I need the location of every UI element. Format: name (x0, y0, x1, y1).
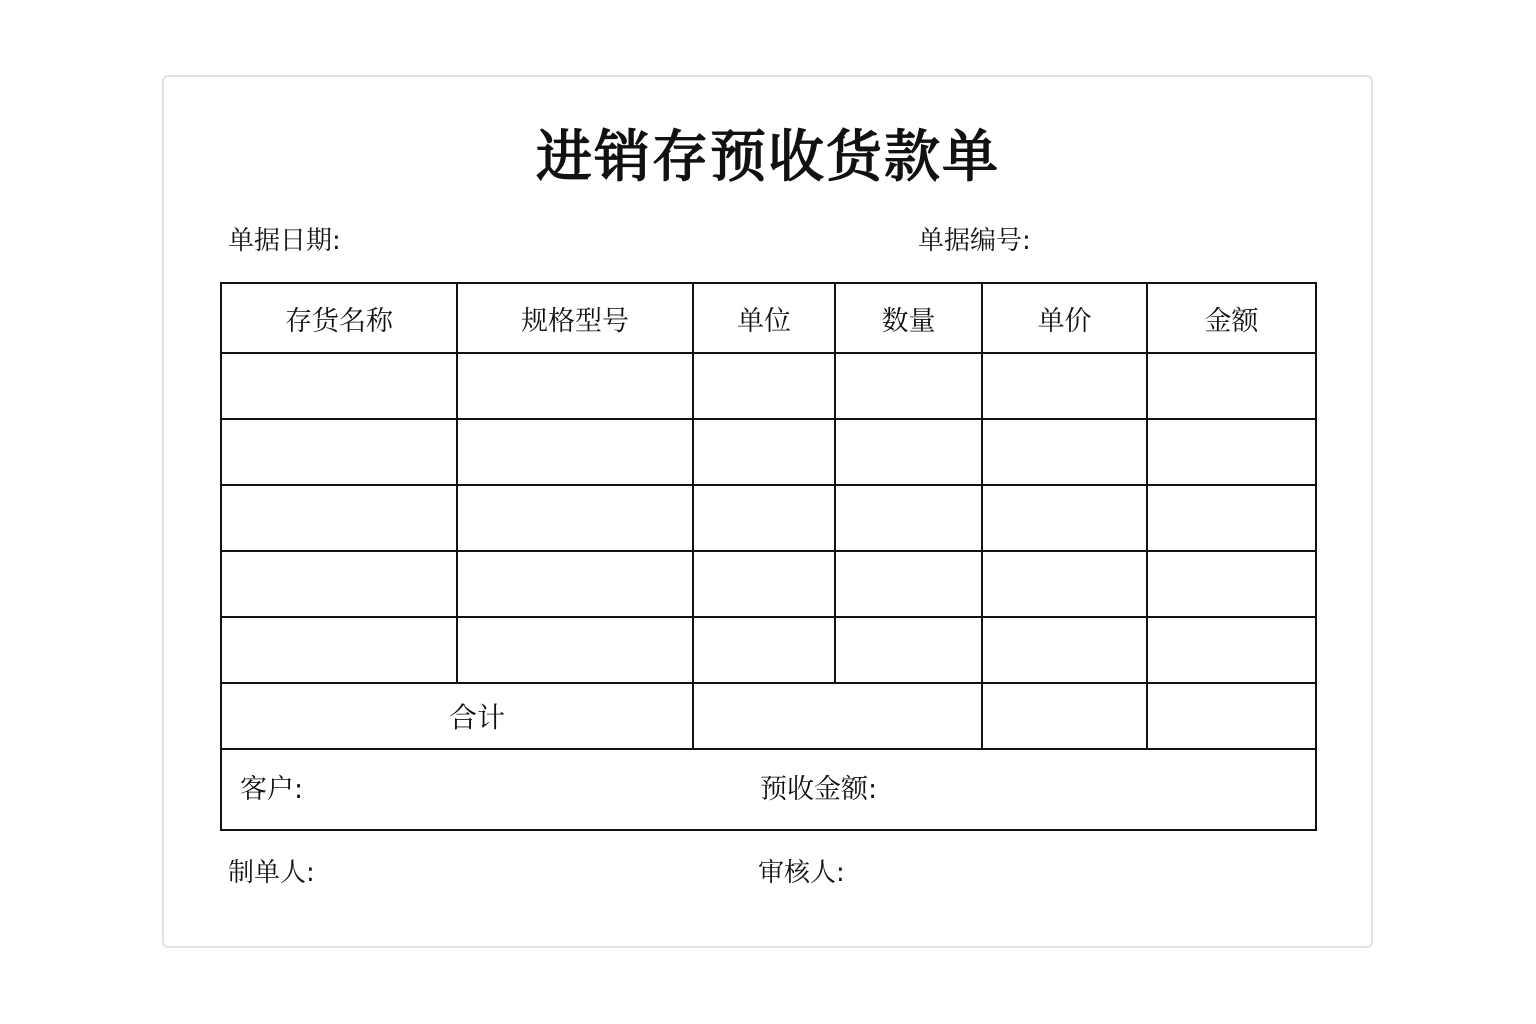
table-cell (693, 485, 835, 551)
reviewer-label: 审核人: (758, 858, 845, 888)
table-cell (221, 551, 457, 617)
customer-row (221, 749, 1316, 830)
table-cell (982, 353, 1147, 419)
prepaid-amount-label: 预收金额: (760, 774, 878, 805)
table-cell (1147, 485, 1316, 551)
table-cell (221, 617, 457, 683)
table-cell (457, 419, 693, 485)
customer-label: 客户: (240, 774, 304, 805)
table-row (221, 419, 1316, 485)
table-cell (457, 617, 693, 683)
table-cell (835, 617, 982, 683)
table-cell (457, 551, 693, 617)
total-amount-cell (1147, 683, 1316, 749)
table-cell (982, 617, 1147, 683)
table-header-row (221, 283, 1316, 353)
table-cell (221, 353, 457, 419)
goods-table (220, 282, 1317, 831)
column-header-unit-price: 单价 (982, 283, 1147, 353)
table-cell (835, 551, 982, 617)
table-cell (693, 617, 835, 683)
table-cell (982, 419, 1147, 485)
table-cell (221, 485, 457, 551)
table-cell (693, 419, 835, 485)
column-header-quantity: 数量 (835, 283, 982, 353)
customer-cell (221, 749, 1316, 830)
table-cell (1147, 551, 1316, 617)
table-cell (835, 353, 982, 419)
document-title: 进销存预收货款单 (536, 125, 1000, 190)
table-cell (221, 419, 457, 485)
column-header-unit: 单位 (693, 283, 835, 353)
total-unit-price-cell (982, 683, 1147, 749)
table-cell (982, 551, 1147, 617)
table-row (221, 617, 1316, 683)
total-row (221, 683, 1316, 749)
total-quantity-cell (693, 683, 982, 749)
table-cell (457, 353, 693, 419)
table-cell (1147, 353, 1316, 419)
column-header-spec-model: 规格型号 (457, 283, 693, 353)
table-cell (1147, 419, 1316, 485)
column-header-item-name: 存货名称 (221, 283, 457, 353)
table-cell (835, 485, 982, 551)
document-number-label: 单据编号: (918, 226, 1031, 256)
table-cell (693, 353, 835, 419)
table-cell (1147, 617, 1316, 683)
table-cell (693, 551, 835, 617)
table-cell (982, 485, 1147, 551)
table-cell (835, 419, 982, 485)
table-row (221, 485, 1316, 551)
table-row (221, 353, 1316, 419)
table-row (221, 551, 1316, 617)
document-date-label: 单据日期: (228, 226, 341, 256)
total-label: 合计 (221, 683, 693, 749)
column-header-amount: 金额 (1147, 283, 1316, 353)
table-cell (457, 485, 693, 551)
maker-label: 制单人: (228, 858, 315, 888)
